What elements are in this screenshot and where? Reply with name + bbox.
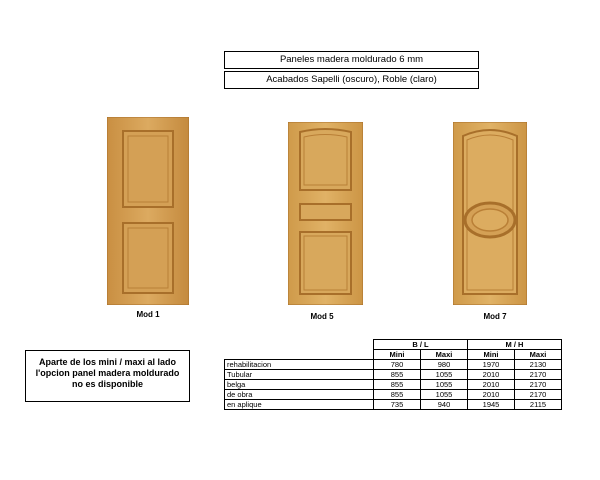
cell-mh-maxi: 2170 xyxy=(515,370,562,380)
cell-bl-mini: 855 xyxy=(374,380,421,390)
table-row xyxy=(225,370,562,380)
table-row xyxy=(225,390,562,400)
door-mod7-caption: Mod 7 xyxy=(483,312,507,321)
cell-mh-mini: 1970 xyxy=(468,360,515,370)
cell-bl-maxi: 980 xyxy=(421,360,468,370)
cell-mh-mini: 1945 xyxy=(468,400,515,410)
door-mod7-image xyxy=(453,122,527,305)
table-corner-2 xyxy=(225,350,374,360)
cell-bl-maxi: 1055 xyxy=(421,380,468,390)
cell-bl-mini: 855 xyxy=(374,370,421,380)
cell-bl-maxi: 1055 xyxy=(421,390,468,400)
door-mod5-caption: Mod 5 xyxy=(310,312,334,321)
table-row xyxy=(225,400,562,410)
door-mod5-image xyxy=(288,122,363,305)
note-line-1: Aparte de los mini / maxi al lado xyxy=(38,357,177,367)
cell-bl-mini: 735 xyxy=(374,400,421,410)
cell-mh-mini: 2010 xyxy=(468,380,515,390)
row-label: Tubular xyxy=(225,370,374,380)
table-row xyxy=(225,360,562,370)
table-group-header-row xyxy=(225,340,562,350)
row-label: en aplique xyxy=(225,400,374,410)
subheader-bl-maxi: Maxi xyxy=(421,350,468,360)
cell-mh-mini: 2010 xyxy=(468,390,515,400)
note-line-2: l'opcion panel madera moldurado xyxy=(35,368,180,378)
cell-mh-maxi: 2170 xyxy=(515,390,562,400)
row-label: de obra xyxy=(225,390,374,400)
cell-bl-maxi: 940 xyxy=(421,400,468,410)
door-mod1-image xyxy=(107,117,189,305)
table-subheader-row xyxy=(225,350,562,360)
cell-mh-mini: 2010 xyxy=(468,370,515,380)
cell-bl-mini: 855 xyxy=(374,390,421,400)
cell-bl-maxi: 1055 xyxy=(421,370,468,380)
subtitle-box: Acabados Sapelli (oscuro), Roble (claro) xyxy=(224,71,479,89)
dimensions-table xyxy=(224,339,562,410)
group-header-bl: B / L xyxy=(374,340,468,350)
row-label: belga xyxy=(225,380,374,390)
subheader-mh-maxi: Maxi xyxy=(515,350,562,360)
title-box: Paneles madera moldurado 6 mm xyxy=(224,51,479,69)
cell-bl-mini: 780 xyxy=(374,360,421,370)
row-label: rehabilitacion xyxy=(225,360,374,370)
door-mod1-caption: Mod 1 xyxy=(136,310,160,319)
subheader-mh-mini: Mini xyxy=(468,350,515,360)
subheader-bl-mini: Mini xyxy=(374,350,421,360)
cell-mh-maxi: 2130 xyxy=(515,360,562,370)
table-row xyxy=(225,380,562,390)
availability-note xyxy=(25,350,190,402)
table-corner xyxy=(225,340,374,350)
cell-mh-maxi: 2170 xyxy=(515,380,562,390)
note-line-3: no es disponible xyxy=(71,379,143,389)
group-header-mh: M / H xyxy=(468,340,562,350)
cell-mh-maxi: 2115 xyxy=(515,400,562,410)
